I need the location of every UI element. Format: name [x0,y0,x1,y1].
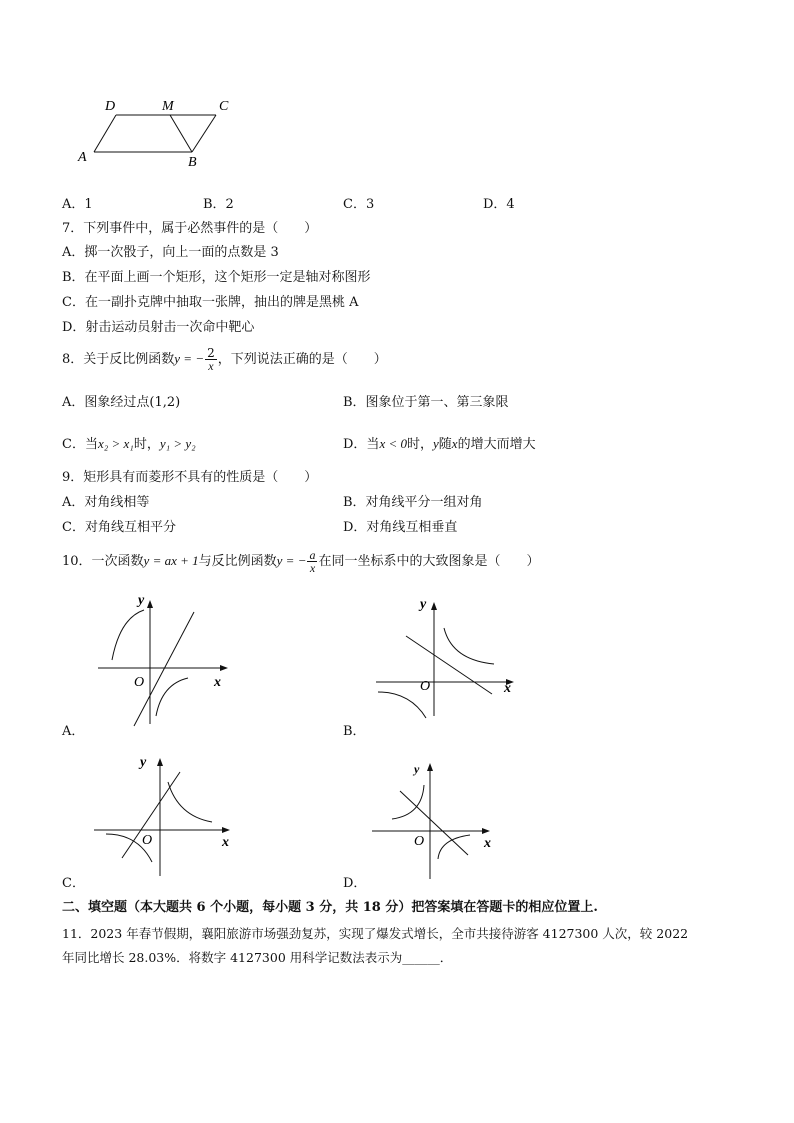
graph-d [366,755,516,880]
label-b: B [188,155,197,170]
q7-option-b: B．在平面上画一个矩形，这个矩形一定是轴对称图形 [62,270,371,285]
graph-b-y-label: y [420,597,427,612]
q9-option-a: A．对角线相等 [62,495,150,510]
graph-d-label: D． [343,876,367,891]
graph-a-y-label: y [138,593,145,608]
q9-option-d: D．对角线互相垂直 [343,520,458,535]
q6-option-d: D．4 [483,197,515,212]
graph-c [88,750,238,880]
q8-option-d: D．当x < 0时，y随x的增大而增大 [343,436,536,452]
q8-option-b: B．图象位于第一、第三象限 [343,395,509,410]
label-a: A [78,150,87,165]
q10-stem: 10．一次函数y = ax + 1与反比例函数y = − $\frac{a}{x}$ 在同一坐标系中的大致图象是（ ） [62,548,540,575]
graph-d-x-label: x [484,836,491,851]
graph-b-label: B． [343,724,366,739]
q11-line-1: 11．2023 年春节假期，襄阳旅游市场强劲复苏，实现了爆发式增长，全市共接待游客 4127300 人次，较 2022 [62,926,689,941]
label-m: M [162,99,174,114]
q11-line-2: 年同比增长 28.03%．将数字 4127300 用科学记数法表示为______． [62,950,453,965]
q8-option-c: C．当x₂ > x₁时，y₁ > y₂ [62,436,196,452]
graph-a-x-label: x [214,675,221,690]
label-c: C [219,99,229,114]
q7-option-d: D．射击运动员射击一次命中靶心 [62,320,255,335]
q6-option-a: A．1 [62,197,93,212]
graph-b-x-label: x [504,681,511,696]
graph-c-x-label: x [222,835,229,850]
graph-a-origin: O [134,675,145,690]
q8-stem: 8．关于反比例函数y = − $\frac{2}{x}$ ，下列说法正确的是（ ） [62,346,387,373]
graph-d-y-label: y [414,762,420,776]
q8-option-a: A．图象经过点(1,2) [62,395,181,410]
parallelogram-figure [74,94,244,174]
q7-option-c: C．在一副扑克牌中抽取一张牌，抽出的牌是黑桃 A [62,295,359,310]
q8-fraction: $\frac{2}{x}$ [207,346,215,373]
q7-stem: 7．下列事件中，属于必然事件的是（ ） [62,221,318,236]
q10-fraction: $\frac{a}{x}$ [309,548,316,575]
label-d: D [105,99,116,114]
graph-c-label: C． [62,876,85,891]
q7-option-a: A．掷一次骰子，向上一面的点数是 3 [62,245,279,260]
q9-option-b: B．对角线平分一组对角 [343,495,483,510]
q9-stem: 9．矩形具有而菱形不具有的性质是（ ） [62,470,318,485]
graph-d-origin: O [414,834,425,849]
graph-b-origin: O [420,679,431,694]
graph-c-origin: O [142,833,153,848]
q9-option-c: C．对角线互相平分 [62,520,176,535]
graph-b [370,592,530,722]
q6-option-c: C．3 [343,197,375,212]
graph-a [90,588,240,728]
graph-c-y-label: y [140,755,147,770]
q6-option-b: B．2 [203,197,234,212]
graph-a-label: A． [62,724,85,739]
section-2-heading: 二、填空题（本大题共 6 个小题，每小题 3 分，共 18 分）把答案填在答题卡的相应位置上. [62,900,598,915]
